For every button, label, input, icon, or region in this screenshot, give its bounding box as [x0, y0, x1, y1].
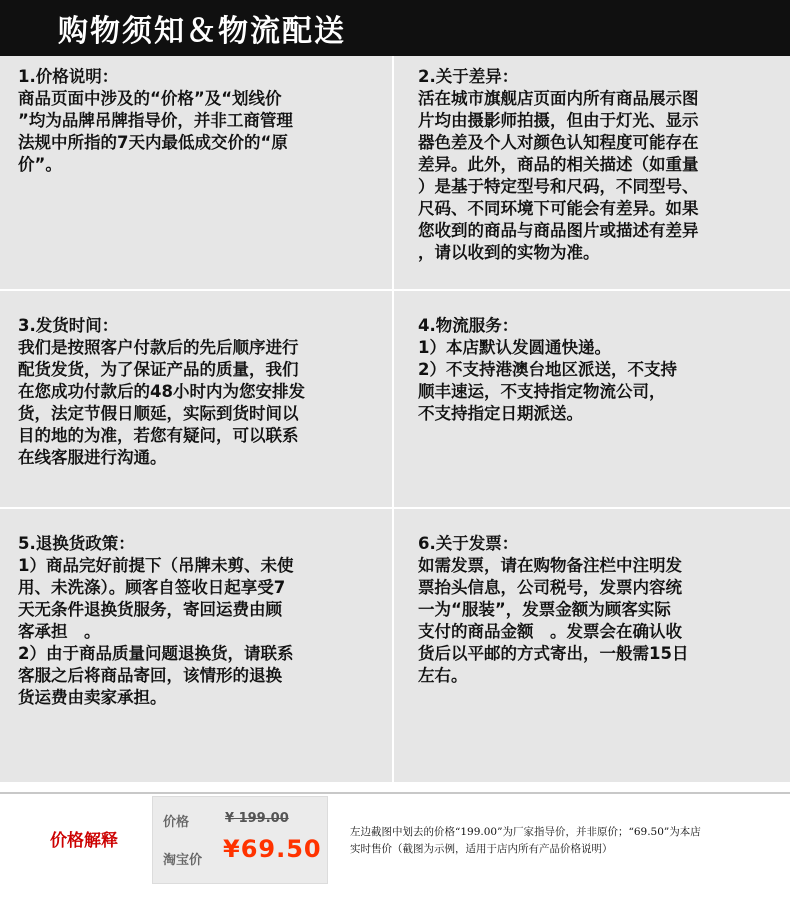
section-text-line: ，请以收到的实物为准。 [418, 243, 600, 262]
section-invoice [394, 509, 790, 782]
section-text-line: 器色差及个人对颜色认知程度可能存在 [418, 133, 699, 152]
section-text-line: 尺码、不同环境下可能会有差异。如果 [418, 199, 699, 218]
section-text-line: 用、未洗涤）。顾客自签收日起享受7 [18, 578, 286, 597]
section-differences [394, 56, 790, 289]
section-text-line: 顺丰速运，不支持指定物流公司， [418, 382, 666, 401]
sale-price-label: 淘宝价 [163, 853, 203, 868]
section-text-line: 2）由于商品质量问题退换货，请联系 [18, 644, 294, 663]
section-text-line: ”均为品牌吊牌指导价，并非工商管理 [18, 111, 293, 130]
price-example-box [152, 796, 328, 884]
page-title: 购物须知＆物流配送 [58, 14, 346, 49]
section-text-line: 片均由摄影师拍摄，但由于灯光、显示 [418, 111, 699, 130]
price-note-line: 左边截图中划去的价格“199.00”为厂家指导价，并非原价；“69.50”为本店 [350, 826, 701, 838]
info-grid [0, 56, 790, 782]
section-text-line: 1）商品完好前提下（吊牌未剪、未使 [18, 556, 294, 575]
price-note-line: 实时售价（截图为示例，适用于店内所有产品价格说明） [350, 843, 613, 855]
price-note [350, 824, 782, 858]
section-text-line: 货，法定节假日顺延，实际到货时间以 [18, 404, 299, 423]
section-text-line: 客服之后将商品寄回，该情形的退换 [18, 666, 282, 685]
section-text-line: 配货发货，为了保证产品的质量，我们 [18, 360, 299, 379]
section-text-line: 活在城市旗舰店页面内所有商品展示图 [418, 89, 699, 108]
section-text-line: 一为“服装”，发票金额为顾客实际 [418, 600, 671, 619]
divider [0, 792, 790, 794]
section-title: 5.退换货政策： [18, 534, 135, 553]
price-explanation-footer [0, 782, 790, 905]
section-title: 3.发货时间： [18, 316, 119, 335]
section-text-line: 如需发票，请在购物备注栏中注明发 [418, 556, 682, 575]
section-text-line: 1）本店默认发圆通快递。 [418, 338, 611, 357]
section-text-line: 客承担 。 [18, 622, 101, 641]
section-return-policy [0, 509, 392, 782]
section-text-line: 2）不支持港澳台地区派送，不支持 [418, 360, 677, 379]
list-price-label: 价格 [163, 815, 190, 830]
section-title: 6.关于发票： [418, 534, 519, 553]
section-text-line: 我们是按照客户付款后的先后顺序进行 [18, 338, 299, 357]
section-text-line: 货后以平邮的方式寄出，一般需15日 [418, 644, 689, 663]
section-text-line: 天无条件退换货服务，寄回运费由顾 [18, 600, 282, 619]
section-text-line: 在线客服进行沟通。 [18, 448, 167, 467]
section-title: 4.物流服务： [418, 316, 519, 335]
section-text-line: 在您成功付款后的48小时内为您安排发 [18, 382, 305, 401]
sale-price-value: ¥69.50 [223, 835, 322, 863]
section-text-line: 价”。 [18, 155, 62, 174]
section-title: 1.价格说明： [18, 67, 119, 86]
section-text-line: 商品页面中涉及的“价格”及“划线价 [18, 89, 282, 108]
section-text-line: 左右。 [418, 666, 468, 685]
section-text-line: 差异。此外，商品的相关描述（如重量 [418, 155, 699, 174]
section-text-line: 货运费由卖家承担。 [18, 688, 167, 707]
price-explanation-label: 价格解释 [50, 831, 118, 851]
section-logistics-service [394, 291, 790, 507]
section-text-line: 目的地的为准，若您有疑问，可以联系 [18, 426, 299, 445]
section-price-explanation [0, 56, 392, 289]
section-shipping-time [0, 291, 392, 507]
section-text-line: ）是基于特定型号和尺码，不同型号、 [418, 177, 699, 196]
section-title: 2.关于差异： [418, 67, 519, 86]
list-price-value: ¥ 199.00 [225, 811, 289, 826]
section-text-line: 法规中所指的7天内最低成交价的“原 [18, 133, 288, 152]
section-text-line: 不支持指定日期派送。 [418, 404, 583, 423]
section-text-line: 票抬头信息，公司税号，发票内容统 [418, 578, 682, 597]
section-text-line: 您收到的商品与商品图片或描述有差异 [418, 221, 699, 240]
header-bar [0, 0, 790, 56]
section-text-line: 支付的商品金额 。发票会在确认收 [418, 622, 682, 641]
